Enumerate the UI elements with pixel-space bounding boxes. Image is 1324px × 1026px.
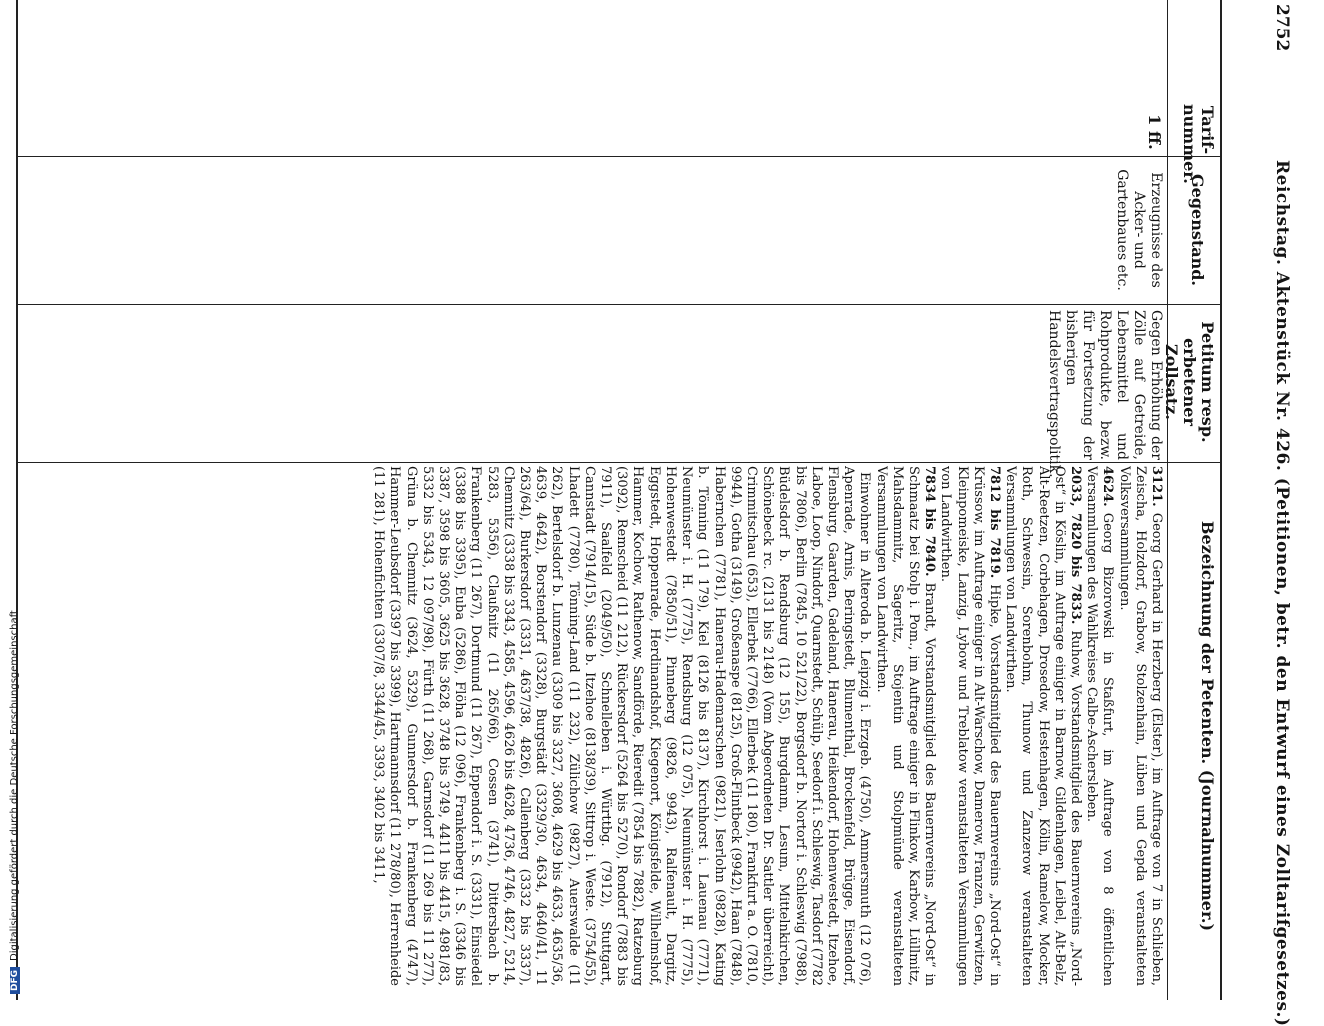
list-item: 7834 bis 7840.Brandt, Vorstandsmitglied des Bauernvereins „Nord-Ost“ in Schmaatz bei Stolp i. Pom., im Auftrage einiger in Flinkow, Karbow, Lüllmitz, Mahsdammitz, Sageritz, Stojentin und Stolpmünde veranstalteten Versammlungen von Landwirthen. [873,466,938,986]
list-item: 4624.Georg Bizorowski in Staßfurt, im Auftrage von 8 öffentlichen Versammlungen des Wahlkreises Calbe-Aschersleben. [1084,466,1116,986]
dfg-logo: DFG [10,967,20,994]
page-header [1224,0,1324,1026]
page-number: 2752 [1272,4,1292,52]
top-rule [1220,0,1222,1000]
column-header-tarif: Tarif-nummer. [1180,104,1217,184]
column-divider [18,462,1222,463]
gegenstand-text: Erzeugnisse des Acker- und Gartenbaues etc. [1114,169,1164,291]
column-divider [18,304,1222,305]
list-item: Einwohner in Alteroda b. Leipzig i. Erzgeb. (4750), Ammersmuth (12 076), Apenrade, Arnis, Beringstedt, Blumenthal, Brockenfeld, Brügge, Eisendorf, Flensburg, Gaarden, Gadeland, Hanerau, Heikendorf, Hohenwestedt, Itzehoe, Laboe, Loop, Nindorf, Quarnstedt, Schülp, Seedorf i. Schleswig, Tasdorf (7782 bis 7806), Berlin (7845, 10 521/22), Borgsdorf b. Nortorf i. Schleswig (7988), Büdelsdorf b. Rendsburg (12 155), Burgdamm, Lesum, Mittelnkirchen, Schönebeck rc. (2131 bis 2148) (Vom Abgeordneten Dr. Sattler überreicht), Crimmitschau (653), Ellerbek (7766), Ellerbek (11 180), Frankfurt a. O. (7810, 9944), Gotha (3149), Großenaspe (8125), Groß-Flintbeck (9942), Haan (7848), Habernchen (7781), Hanerau-Hademarschen (9821), Iserlohn (9828), Kating b. Tönning (11 179), Kiel (8126 bis 8137), Kirchhorst i. Lauenau (7771), Neumünster i. H. (7775), Rendsburg (12 075), Neumünster i. H. (7775), Hohenwestedt (7850/51), Pinneberg (9826, 9943), Ralfenault, Dargitz, Eggstedt, Hoppenrade, Herdinandshof, Kiegenort, Königsfelde, Wilhelmshof, Hammer, Kochow, Rathenow, Sandförde, Rieredit (7854 bis 7882), Ratzeburg (3092), Remscheid (11 212), Rückersdorf (5264 bis 5270), Rondorf (7883 bis 7911), Saalfeld (2049/50), Schnelleben i. Württbg. (7912), Stuttgart, Cannstadt (7914/15), Süde b. Itzehoe (8138/39), Sittrop i. Weste. (3754/55), Lhadett (7780), Tönning-Land (11 232), Zülichow (9827), Auerswalde (11 262), Bertelsdorf b. Lunzenau (3309 bis 3327, 3608, 4629 bis 4633, 4635/36, 4639, 4642), Borstendorf (3328), Burgstädt (3329/30, 4634, 4640/41, 11 263/64), Burkersdorf (3331, 4637/38, 4826), Callenberg (3332 bis 3337), Chemnitz (3338 bis 3343, 4585, 4596, 4626 bis 4628, 4736, 4746, 4827, 5214, 5283, 5356), Claußnitz (11 265/66), Cossen (3741), Dittersbach b. Frankenberg (11 267), Dortmund (11 267), Eppendorf i. S. (3331), Einsiedel (3388 bis 3395), Euba (5286), Flöha (12 096), Frankenberg i. S. (3346 bis 3387, 3598 bis 3605, 3625 bis 3628, 3748 bis 3749, 4411 bis 4415, 4981/83, 5332 bis 5343, 12 097/98), Fürth (11 268), Garnsdorf (11 269 bis 11 277), Grüna b. Chemnitz (3624, 5329), Gunnersdorf b. Frankenberg (4747), Hammer-Leubsdorf (3397 bis 3399), Hartmannsdorf (11 278/80), Herrenheide (11 281), Hohenfichten (3307/8, 3344/45, 3393, 3402 bis 3411, [371,466,873,986]
running-head: Reichstag. Aktenstück Nr. 426. (Petitionen, betr. den Entwurf eines Zolltarifgesetzes.) [1272,160,1292,1026]
side-credit-strip [0,0,22,1000]
list-item: 3121.Georg Gerhard in Herzberg (Elster), im Auftrage von 7 in Schlieben, Zeischa, Holzdorf, Grabow, Stolzenhain, Lüben und Gepda veranstalteten Volksversammlungen. [1116,466,1164,986]
column-header-petenten: Bezeichnung der Petenten. (Journalnummer.) [1198,520,1217,932]
column-divider [18,156,1222,157]
petenten-list [24,466,1164,986]
list-item: 2033, 7820 bis 7833.Ruhow, Vorstandsmitglied des Bauernvereins „Nord-Ost“ in Köslin, im Auftrage einiger in Barnow, Gildenhagen, Leibel, Alt-Belz, Alt-Reetzen, Corbehagen, Drosedow, Hestenhagen, Kölin, Ramelow, Mocker, Roth, Schwessin, Sorenbohm, Thunow und Zanzerow veranstalteten Versammlungen von Landwirthen. [1003,466,1083,986]
digitization-credit: Digitalisierung gefördert durch die Deutsche Forschungsgemeinschaft [9,610,20,961]
header-rule [1167,0,1168,1000]
petitum-text: Gegen Erhöhung der Zölle auf Getreide, Lebensmittel und Rohprodukte, bezw. für Fortsetzung der bisherigen Handelsvertragspolitik. [1046,310,1164,478]
column-header-petitum: Petitum resp. erbetener Zollsatz. [1162,321,1217,443]
column-header-gegenstand: Gegenstand. [1188,174,1207,286]
list-item: 7812 bis 7819.Hipke, Vorstandsmitglied des Bauernvereins „Nord-Ost“ in Krüssow, im Auftrage einiger in Alt-Warschow, Damerow, Franzen, Gerwitzen, Kleinpomeiske, Lanzig, Lybow und Treblatow veranstalteten Versammlungen von Landwirthen. [938,466,1002,986]
tarif-number: 1 ff. [1145,114,1164,150]
